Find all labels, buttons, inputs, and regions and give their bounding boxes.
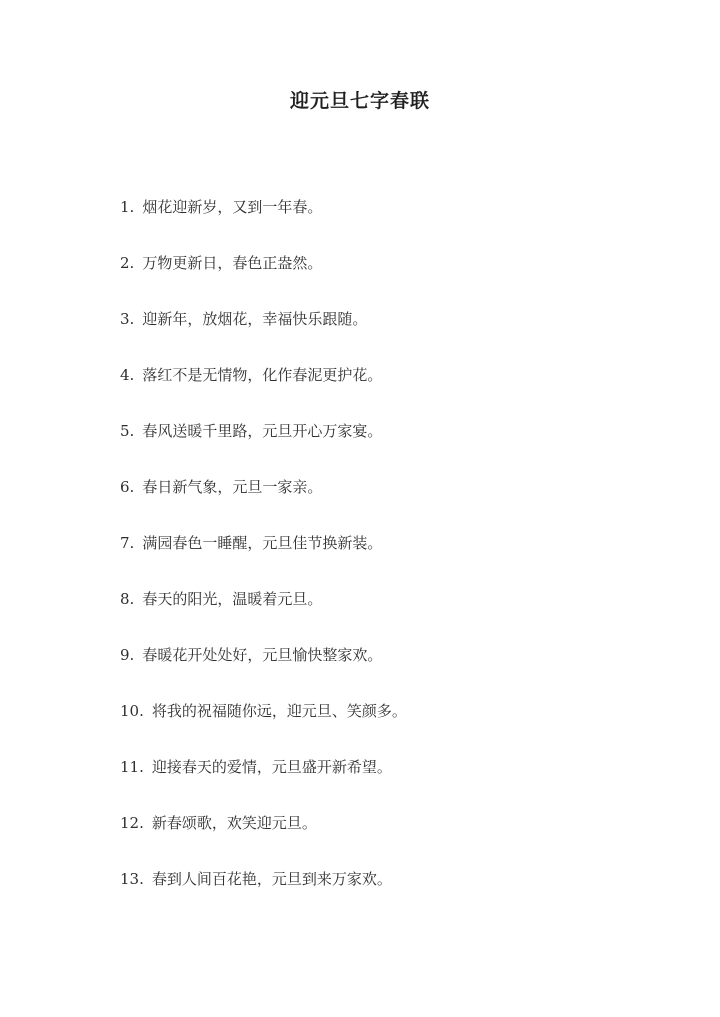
item-text: 春到人间百花艳，元旦到来万家欢。 xyxy=(151,870,392,888)
item-text: 迎新年，放烟花，幸福快乐跟随。 xyxy=(142,310,368,328)
list-item xyxy=(120,812,640,868)
item-number: 4. xyxy=(120,366,135,384)
item-number: 8. xyxy=(120,590,135,608)
list-item xyxy=(120,476,640,532)
item-number: 9. xyxy=(120,646,135,664)
item-text: 落红不是无情物，化作春泥更护花。 xyxy=(142,366,383,384)
list-item xyxy=(120,252,640,308)
item-text: 万物更新日，春色正盎然。 xyxy=(142,254,323,272)
item-number: 7. xyxy=(120,534,135,552)
list-item xyxy=(120,420,640,476)
item-number: 1. xyxy=(120,198,135,216)
item-text: 迎接春天的爱情，元旦盛开新希望。 xyxy=(151,758,392,776)
item-number: 13. xyxy=(120,870,144,888)
item-number: 3. xyxy=(120,310,135,328)
couplet-list xyxy=(120,196,640,924)
list-item xyxy=(120,588,640,644)
list-item xyxy=(120,532,640,588)
list-item xyxy=(120,196,640,252)
list-item xyxy=(120,868,640,924)
list-item xyxy=(120,756,640,812)
item-text: 满园春色一睡醒，元旦佳节换新装。 xyxy=(142,534,383,552)
item-text: 将我的祝福随你远，迎元旦、笑颜多。 xyxy=(151,702,407,720)
item-number: 12. xyxy=(120,814,144,832)
item-number: 6. xyxy=(120,478,135,496)
item-text: 春日新气象，元旦一家亲。 xyxy=(142,478,323,496)
item-number: 2. xyxy=(120,254,135,272)
item-text: 新春颂歌，欢笑迎元旦。 xyxy=(151,814,317,832)
list-item xyxy=(120,308,640,364)
item-number: 11. xyxy=(120,758,144,776)
item-number: 5. xyxy=(120,422,135,440)
item-text: 春风送暖千里路，元旦开心万家宴。 xyxy=(142,422,383,440)
page-title: 迎元旦七字春联 xyxy=(289,90,430,112)
item-number: 10. xyxy=(120,702,144,720)
item-text: 春暖花开处处好，元旦愉快整家欢。 xyxy=(142,646,383,664)
list-item xyxy=(120,644,640,700)
list-item xyxy=(120,700,640,756)
item-text: 春天的阳光，温暖着元旦。 xyxy=(142,590,323,608)
list-item xyxy=(120,364,640,420)
item-text: 烟花迎新岁，又到一年春。 xyxy=(142,198,323,216)
